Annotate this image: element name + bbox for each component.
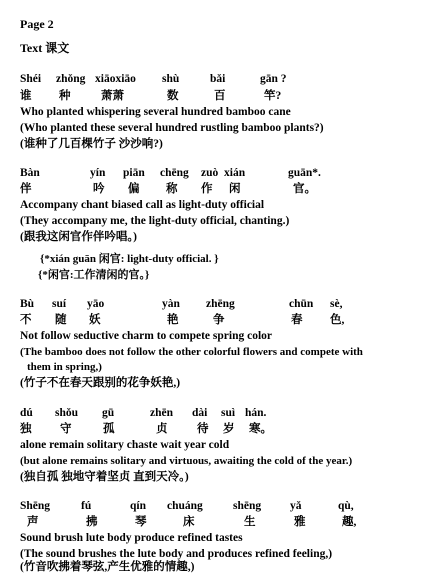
pinyin-line	[0, 296, 425, 312]
pinyin-syllable: hán.	[245, 407, 267, 419]
pinyin-syllable: yàn	[162, 298, 180, 310]
chinese-character: 生	[244, 516, 256, 528]
gloss-line: Sound brush lute body produce refined tastes	[20, 532, 243, 544]
page-label: Page 2	[20, 17, 54, 31]
english-translation: (The sound brushes the lute body and produces refined feeling,)	[20, 548, 333, 560]
pinyin-syllable: dài	[192, 407, 208, 419]
chinese-character: 拂	[86, 516, 98, 528]
chinese-paraphrase: (跟我这闲官作伴吟唱。)	[20, 231, 137, 243]
pinyin-syllable: zuò	[201, 167, 219, 179]
chinese-character: 寒。	[249, 423, 272, 435]
chinese-line	[0, 312, 425, 328]
pinyin-syllable: chūn	[289, 298, 314, 310]
chinese-character: 雅	[294, 516, 306, 528]
pinyin-syllable: shù	[162, 73, 180, 85]
pinyin-line	[0, 71, 425, 87]
pinyin-syllable: dú	[20, 407, 33, 419]
pinyin-syllable: fú	[81, 500, 92, 512]
chinese-character: 独	[20, 423, 32, 435]
pinyin-syllable: gū	[102, 407, 115, 419]
english-translation: (The bamboo does not follow the other colorful flowers and compete with	[20, 346, 363, 358]
pinyin-syllable: qù,	[338, 500, 354, 512]
pinyin-syllable: zhēn	[150, 407, 173, 419]
english-translation: (but alone remains solitary and virtuous, awaiting the cold of the year.)	[20, 455, 353, 467]
chinese-character: 称	[166, 183, 178, 195]
pinyin-syllable: shēng	[233, 500, 262, 512]
chinese-character: 声	[27, 516, 39, 528]
pinyin-syllable: piān	[123, 167, 145, 179]
english-translation: them in spring,)	[27, 361, 102, 373]
chinese-character: 趣,	[342, 516, 357, 528]
chinese-paraphrase: (谁种了几百棵竹子 沙沙响?)	[20, 138, 163, 150]
pinyin-syllable: xiāoxiāo	[95, 73, 136, 85]
chinese-character: 种	[59, 90, 71, 102]
chinese-line	[0, 514, 425, 530]
pinyin-syllable: gān ?	[260, 73, 287, 85]
chinese-character: 春	[291, 314, 303, 326]
chinese-character: 艳	[167, 314, 179, 326]
pinyin-syllable: chuáng	[167, 500, 203, 512]
chinese-character: 守	[60, 423, 72, 435]
pinyin-syllable: zhǒng	[56, 73, 86, 85]
footnote: {*闲官:工作清闲的官。}	[38, 269, 150, 281]
chinese-character: 伴	[20, 183, 32, 195]
pinyin-syllable: sè,	[330, 298, 343, 310]
pinyin-syllable: yǎ	[290, 500, 302, 512]
text-heading: Text 课文	[20, 41, 70, 55]
pinyin-syllable: suì	[221, 407, 236, 419]
chinese-character: 萧萧	[101, 90, 124, 102]
chinese-paraphrase: (竹子不在春天跟别的花争妖艳,)	[20, 377, 181, 389]
pinyin-syllable: Shéi	[20, 73, 42, 85]
pinyin-syllable: chēng	[160, 167, 189, 179]
gloss-line: Who planted whispering several hundred bamboo cane	[20, 106, 291, 118]
chinese-character: 偏	[128, 183, 140, 195]
pinyin-syllable: Bàn	[20, 167, 40, 179]
chinese-line	[0, 181, 425, 197]
pinyin-syllable: Shēng	[20, 500, 51, 512]
chinese-paraphrase: (竹音吹拂着琴弦,产生优雅的情趣,)	[20, 561, 195, 573]
chinese-line	[0, 88, 425, 104]
footnote: {*xián guān 闲官: light-duty official. }	[40, 253, 219, 265]
pinyin-syllable: suí	[52, 298, 67, 310]
chinese-character: 贞	[156, 423, 168, 435]
pinyin-syllable: yín	[90, 167, 106, 179]
chinese-character: 床	[183, 516, 195, 528]
chinese-character: 琴	[135, 516, 147, 528]
chinese-paraphrase: (独自孤 独地守着坚贞 直到天冷。)	[20, 471, 189, 483]
english-translation: (Who planted these several hundred rustling bamboo plants?)	[20, 122, 324, 134]
chinese-character: 待	[197, 423, 209, 435]
chinese-character: 竿?	[264, 90, 282, 102]
pinyin-syllable: yāo	[87, 298, 105, 310]
gloss-line: alone remain solitary chaste wait year cold	[20, 439, 230, 451]
gloss-line: Accompany chant biased call as light-duty official	[20, 199, 265, 211]
chinese-character: 官。	[293, 183, 316, 195]
pinyin-line	[0, 498, 425, 514]
pinyin-line	[0, 405, 425, 421]
chinese-character: 随	[55, 314, 67, 326]
chinese-character: 色,	[330, 314, 345, 326]
chinese-character: 闲	[229, 183, 241, 195]
chinese-character: 百	[214, 90, 226, 102]
pinyin-syllable: Bù	[20, 298, 35, 310]
pinyin-syllable: guān*.	[288, 167, 321, 179]
pinyin-syllable: xián	[224, 167, 246, 179]
pinyin-syllable: zhēng	[206, 298, 235, 310]
pinyin-syllable: bǎi	[210, 73, 226, 85]
chinese-character: 不	[20, 314, 32, 326]
chinese-character: 谁	[20, 90, 32, 102]
english-translation: (They accompany me, the light-duty official, chanting.)	[20, 215, 290, 227]
pinyin-syllable: shǒu	[55, 407, 79, 419]
pinyin-syllable: qín	[130, 500, 146, 512]
chinese-character: 争	[213, 314, 225, 326]
chinese-character: 岁	[223, 423, 235, 435]
chinese-character: 孤	[103, 423, 115, 435]
gloss-line: Not follow seductive charm to compete spring color	[20, 330, 272, 342]
chinese-character: 妖	[89, 314, 101, 326]
chinese-line	[0, 421, 425, 437]
chinese-character: 数	[167, 90, 179, 102]
chinese-character: 吟	[93, 183, 105, 195]
pinyin-line	[0, 165, 425, 181]
chinese-character: 作	[201, 183, 213, 195]
